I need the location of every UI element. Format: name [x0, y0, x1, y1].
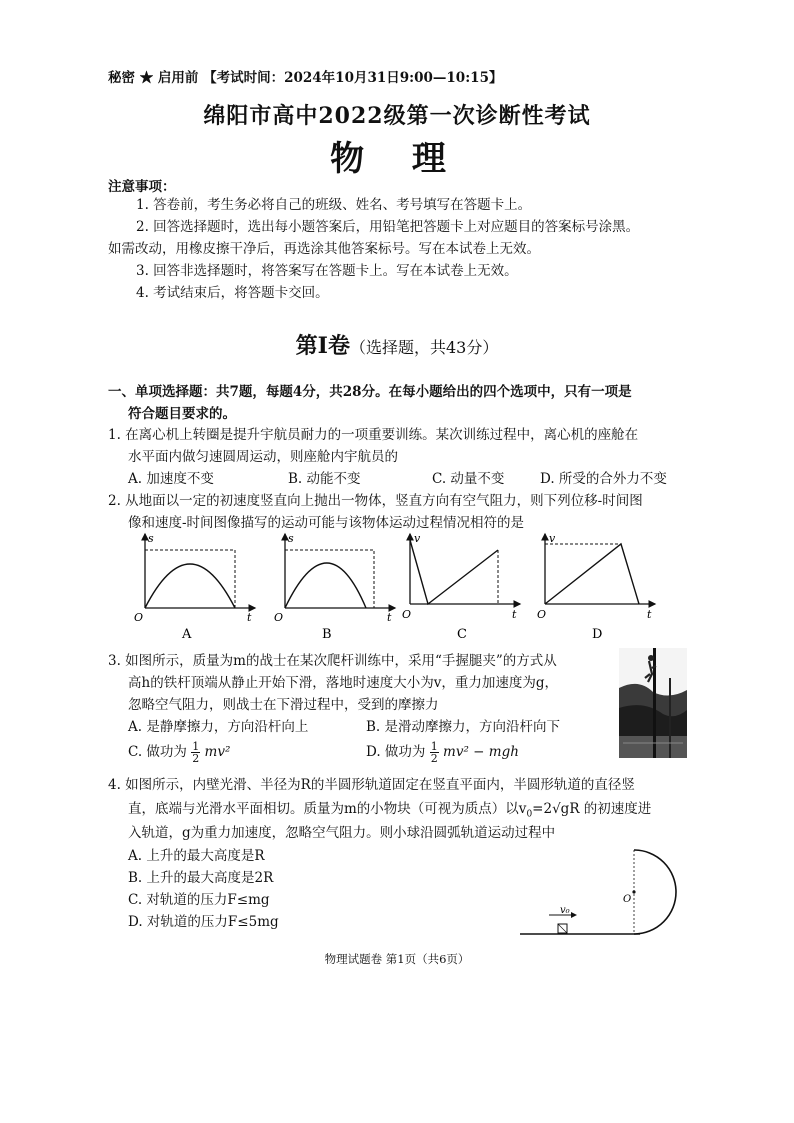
notice-heading: 注意事项： [108, 179, 176, 195]
q1-option-c: C. 动量不变 [432, 471, 505, 487]
graph-a-origin: O [134, 611, 144, 624]
graph-d-label: D [592, 627, 603, 642]
q3-option-b: B. 是滑动摩擦力，方向沿杆向下 [366, 719, 561, 735]
graph-d-line [545, 544, 639, 604]
q1-stem-1: 1. 在离心机上转圈是提升宇航员耐力的一项重要训练。某次训练过程中，离心机的座舱在 [108, 427, 639, 443]
q4-stem-2a: 直，底端与光滑水平面相切。质量为m的小物块（可视为质点）以v [128, 801, 527, 817]
graph-c-origin: O [402, 608, 412, 621]
graph-b-axis-t: t [387, 611, 392, 624]
notice-item-4: 4. 考试结束后，将答题卡交回。 [136, 285, 329, 301]
graph-b-curve [285, 563, 366, 608]
part1-heading: 一、单项选择题：共7题，每题4分，共28分。在每小题给出的四个选项中，只有一项是 [108, 384, 632, 400]
q3-option-a: A. 是静摩擦力，方向沿杆向上 [128, 719, 309, 735]
q1-stem-2: 水平面内做匀速圆周运动，则座舱内宇航员的 [128, 449, 398, 465]
section-title-sub: （选择题，共43分） [349, 338, 499, 357]
q4-stem-3: 入轨道，g为重力加速度，忽略空气阻力。则小球沿圆弧轨道运动过程中 [128, 825, 556, 841]
graph-a [134, 532, 255, 642]
q3-option-d-prefix: D. 做功为 [366, 744, 426, 760]
q1-option-a: A. 加速度不变 [128, 471, 214, 487]
q3-option-d-expr: mv² − mgh [443, 744, 519, 760]
q4-option-a: A. 上升的最大高度是R [128, 848, 265, 864]
q3-option-c [128, 738, 230, 766]
graph-c-axis-t: t [512, 608, 517, 621]
q3-stem-2: 高h的铁杆顶端从静止开始下滑，落地时速度大小为v，重力加速度为g， [128, 675, 558, 691]
notice-item-2: 2. 回答选择题时，选出每小题答案后，用铅笔把答题卡上对应题目的答案标号涂黑。 [136, 219, 640, 235]
subject-title: 物 理 [330, 139, 464, 179]
q4-option-c: C. 对轨道的压力F≤mg [128, 892, 270, 908]
graph-c [402, 532, 520, 642]
q2-stem-2: 像和速度-时间图像描写的运动可能与该物体运动过程情况相符的是 [128, 515, 525, 531]
exam-title: 绵阳市高中2022级第一次诊断性考试 [203, 103, 591, 129]
graph-b-axis-s: s [288, 532, 294, 545]
q4-track-figure [516, 840, 696, 940]
graph-c-axis-v: v [414, 532, 421, 545]
secret-line: 秘密 ★ 启用前 【考试时间：2024年10月31日9:00—10:15】 [108, 70, 503, 86]
q4-option-d: D. 对轨道的压力F≤5mg [128, 914, 279, 930]
graph-a-axis-s: s [148, 532, 154, 545]
frac-denominator: 2 [430, 752, 438, 765]
q3-option-c-expr: mv² [204, 744, 231, 760]
center-label-o: O [623, 894, 632, 905]
frac-numerator: 1 [192, 740, 200, 753]
graph-b-origin: O [274, 611, 284, 624]
graph-a-curve [145, 564, 235, 608]
velocity-label: v₀ [560, 905, 570, 916]
section-title [0, 329, 794, 360]
graph-d-axis-v: v [549, 532, 556, 545]
graph-b-label: B [322, 627, 332, 642]
notice-item-1: 1. 答卷前，考生务必将自己的班级、姓名、考号填写在答题卡上。 [136, 197, 532, 213]
q1-option-d: D. 所受的合外力不变 [540, 471, 667, 487]
graph-d-axis-t: t [647, 608, 652, 621]
graph-c-line [410, 540, 498, 604]
semicircle-track [634, 850, 676, 934]
q4-stem-1: 4. 如图所示，内壁光滑、半径为R的半圆形轨道固定在竖直平面内，半圆形轨道的直径竖 [108, 777, 635, 793]
q2-graphs [130, 530, 670, 642]
q3-photo-soldier [619, 648, 687, 758]
graph-d-origin: O [537, 608, 547, 621]
q3-option-d-fraction [430, 741, 439, 764]
q1-option-b: B. 动能不变 [288, 471, 361, 487]
q2-stem-1: 2. 从地面以一定的初速度竖直向上抛出一物体，竖直方向有空气阻力，则下列位移-时间图 [108, 493, 643, 509]
q4-stem-2-sub: 0 [526, 809, 533, 820]
graph-b [274, 532, 395, 642]
frac-denominator: 2 [192, 752, 200, 765]
q3-stem-1: 3. 如图所示，质量为m的战士在某次爬杆训练中，采用“手握腿夹”的方式从 [108, 653, 557, 669]
q3-option-d [366, 738, 519, 766]
notice-item-2-cont: 如需改动，用橡皮擦干净后，再选涂其他答案标号。写在本试卷上无效。 [108, 241, 540, 257]
q4-stem-2b: =2√gR 的初速度进 [532, 801, 652, 817]
graph-a-label: A [182, 627, 192, 642]
part1-heading-cont: 符合题目要求的。 [128, 406, 236, 422]
graph-c-label: C [457, 627, 467, 642]
graph-d [537, 532, 655, 642]
q3-stem-3: 忽略空气阻力，则战士在下滑过程中，受到的摩擦力 [128, 697, 439, 713]
graph-a-axis-t: t [247, 611, 252, 624]
frac-numerator: 1 [430, 740, 438, 753]
page-footer: 物理试题卷 第1页（共6页） [324, 952, 470, 966]
q4-option-b: B. 上升的最大高度是2R [128, 870, 274, 886]
notice-item-3: 3. 回答非选择题时，将答案写在答题卡上。写在本试卷上无效。 [136, 263, 518, 279]
q3-option-c-fraction [191, 741, 200, 764]
q3-option-c-prefix: C. 做功为 [128, 744, 187, 760]
section-title-main: 第Ⅰ卷 [295, 333, 350, 359]
